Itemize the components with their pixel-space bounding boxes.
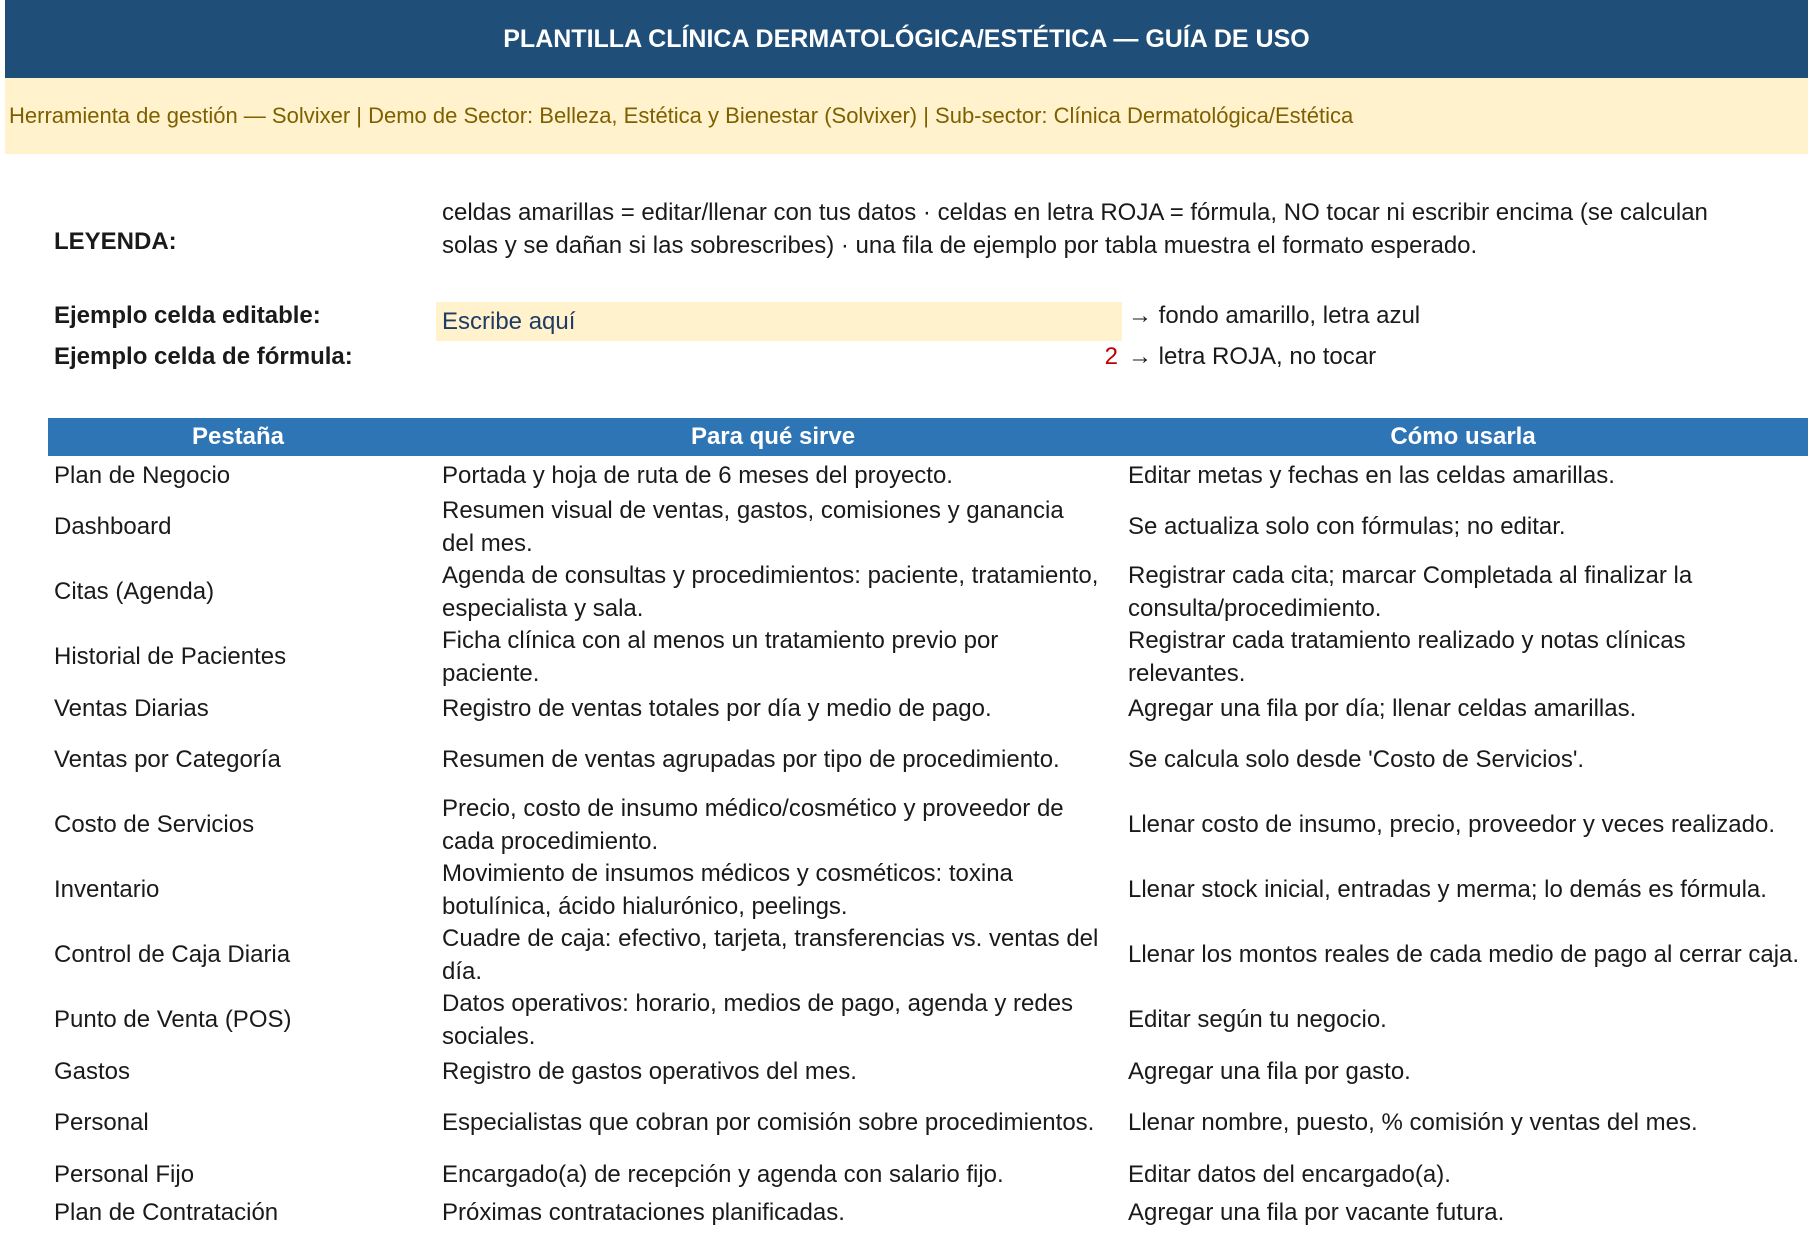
row-purpose: Agenda de consultas y procedimientos: paciente, tratamiento, especialista y sala. — [442, 561, 1099, 622]
row-purpose: Registro de ventas totales por día y medio de pago. — [442, 694, 992, 722]
row-usage: Llenar stock inicial, entradas y merma; lo demás es fórmula. — [1128, 876, 1767, 903]
column-header-pestana: Pestaña — [191, 423, 285, 450]
table-row — [0, 624, 1812, 689]
row-tab-name: Gastos — [54, 1057, 131, 1085]
row-purpose: Registro de gastos operativos del mes. — [442, 1057, 857, 1085]
column-header-para-que-sirve: Para qué sirve — [690, 423, 856, 450]
row-purpose: Datos operativos: horario, medios de pago, agenda y redes sociales. — [442, 989, 1074, 1050]
row-tab-name: Historial de Pacientes — [54, 643, 287, 670]
row-usage: Agregar una fila por gasto. — [1128, 1057, 1411, 1085]
row-purpose: Encargado(a) de recepción y agenda con salario fijo. — [442, 1160, 1004, 1188]
subtitle-banner — [5, 78, 1808, 154]
guide-table-body — [0, 456, 1812, 1231]
row-purpose: Próximas contrataciones planificadas. — [442, 1198, 845, 1226]
row-usage: Registrar cada tratamiento realizado y notas clínicas relevantes. — [1128, 626, 1686, 687]
row-purpose: Resumen visual de ventas, gastos, comisiones y ganancia del mes. — [442, 496, 1064, 557]
table-row — [0, 922, 1812, 987]
row-tab-name: Plan de Contratación — [54, 1198, 279, 1226]
row-purpose: Especialistas que cobran por comisión sobre procedimientos. — [442, 1109, 1095, 1136]
row-tab-name: Personal — [54, 1109, 149, 1136]
formula-example-note: → letra ROJA, no tocar — [1128, 343, 1377, 370]
table-row — [0, 1090, 1812, 1155]
table-row — [0, 689, 1812, 727]
page-subtitle: Herramienta de gestión — Solvixer | Demo de Sector: Belleza, Estética y Bienestar (Solvixer) | Sub-sector: Clínica Dermatológica/Estética — [9, 103, 1354, 128]
row-usage: Llenar los montos reales de cada medio de pago al cerrar caja. — [1128, 941, 1800, 968]
page-title: PLANTILLA CLÍNICA DERMATOLÓGICA/ESTÉTICA — GUÍA DE USO — [503, 24, 1310, 53]
editable-example-label: Ejemplo celda editable: — [54, 302, 321, 329]
row-usage: Llenar costo de insumo, precio, proveedor y veces realizado. — [1128, 811, 1776, 838]
row-tab-name: Plan de Negocio — [54, 461, 231, 489]
row-purpose: Movimiento de insumos médicos y cosméticos: toxina botulínica, ácido hialurónico, peelings. — [442, 859, 1013, 920]
table-row — [0, 456, 1812, 494]
row-purpose: Precio, costo de insumo médico/cosmético y proveedor de cada procedimiento. — [442, 794, 1064, 855]
row-usage: Editar datos del encargado(a). — [1128, 1160, 1451, 1188]
column-header-como-usarla: Cómo usarla — [1390, 423, 1536, 450]
row-purpose: Resumen de ventas agrupadas por tipo de procedimiento. — [442, 746, 1060, 773]
row-usage: Llenar nombre, puesto, % comisión y ventas del mes. — [1128, 1109, 1698, 1136]
table-row — [0, 857, 1812, 922]
legend-text: celdas amarillas = editar/llenar con tus datos · celdas en letra ROJA = fórmula, NO tocar ni escribir encima (se calculan solas y se dañan si las sobrescribes) · una fila de ejemplo por tabla muestra el formato esperado. — [442, 199, 1708, 259]
table-row — [0, 1052, 1812, 1090]
row-tab-name: Citas (Agenda) — [54, 578, 215, 605]
row-tab-name: Personal Fijo — [54, 1160, 195, 1188]
row-tab-name: Inventario — [54, 876, 160, 903]
row-usage: Se calcula solo desde 'Costo de Servicios'. — [1128, 746, 1585, 773]
row-tab-name: Dashboard — [54, 513, 172, 540]
table-row — [0, 1155, 1812, 1193]
table-row — [0, 1193, 1812, 1231]
row-usage: Agregar una fila por día; llenar celdas amarillas. — [1128, 694, 1637, 722]
title-banner — [5, 0, 1808, 78]
row-purpose: Portada y hoja de ruta de 6 meses del proyecto. — [442, 461, 953, 489]
editable-example-value: Escribe aquí — [442, 307, 576, 335]
row-tab-name: Control de Caja Diaria — [54, 941, 291, 968]
row-purpose: Cuadre de caja: efectivo, tarjeta, transferencias vs. ventas del día. — [442, 924, 1099, 985]
editable-example-cell[interactable] — [436, 302, 1122, 341]
table-row — [0, 792, 1812, 857]
row-usage: Editar según tu negocio. — [1128, 1006, 1387, 1033]
row-usage: Se actualiza solo con fórmulas; no editar. — [1128, 513, 1566, 540]
legend-label: LEYENDA: — [54, 228, 177, 255]
editable-example-note: → fondo amarillo, letra azul — [1128, 302, 1421, 329]
table-header — [48, 418, 1808, 456]
row-usage: Registrar cada cita; marcar Completada al finalizar la consulta/procedimiento. — [1128, 561, 1693, 622]
table-row — [0, 559, 1812, 624]
row-usage: Agregar una fila por vacante futura. — [1128, 1198, 1505, 1226]
table-row — [0, 727, 1812, 792]
formula-example-label: Ejemplo celda de fórmula: — [54, 343, 353, 370]
row-tab-name: Ventas Diarias — [54, 694, 209, 722]
table-row — [0, 987, 1812, 1052]
row-tab-name: Costo de Servicios — [54, 811, 255, 838]
table-row — [0, 494, 1812, 559]
row-usage: Editar metas y fechas en las celdas amarillas. — [1128, 461, 1615, 489]
row-purpose: Ficha clínica con al menos un tratamiento previo por paciente. — [442, 626, 999, 687]
formula-example-cell[interactable]: 2 — [1104, 343, 1118, 370]
row-tab-name: Ventas por Categoría — [54, 746, 281, 773]
row-tab-name: Punto de Venta (POS) — [54, 1006, 292, 1033]
